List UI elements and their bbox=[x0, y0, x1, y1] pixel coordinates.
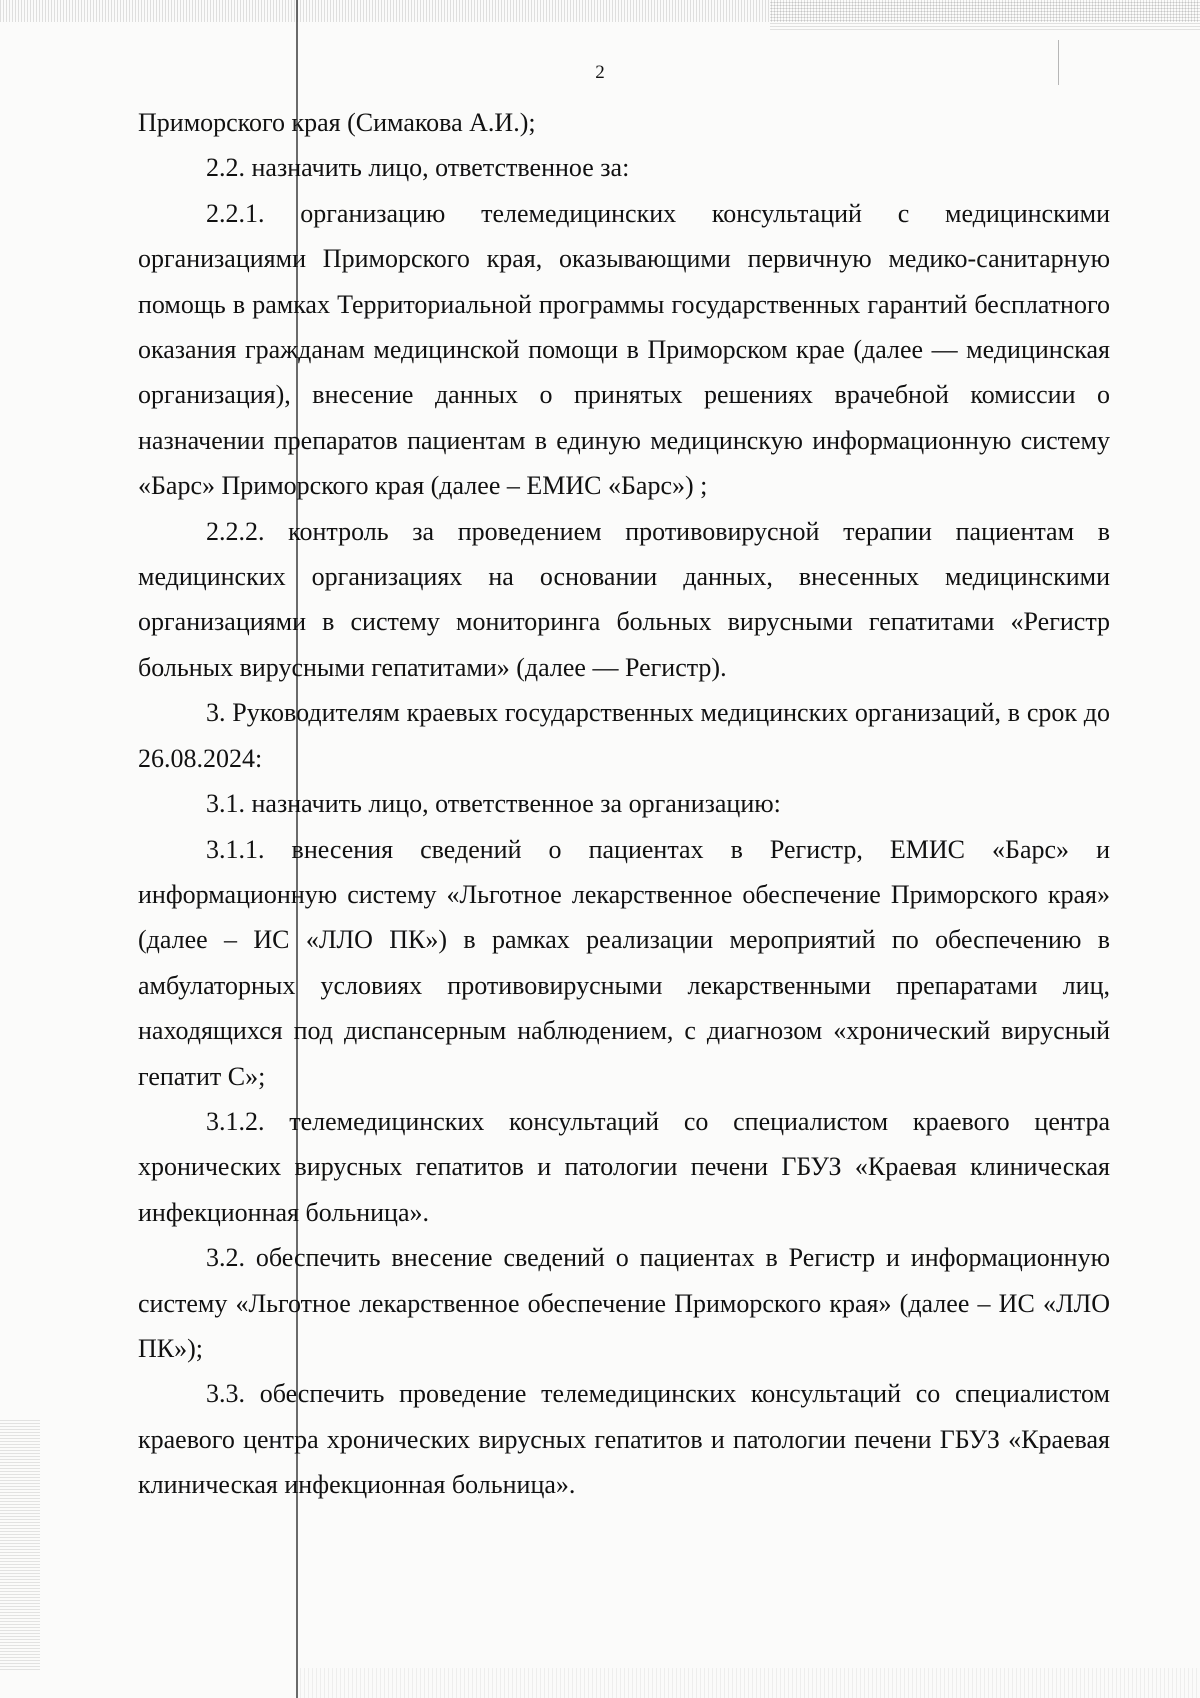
paragraph-3-3: 3.3. обеспечить проведение телемедицинских консультаций со специалистом краевого центра хронических вирусных гепатитов и патологии печени ГБУЗ «Краевая клиническая инфекционная больница». bbox=[138, 1379, 1110, 1500]
paragraph-3-1: 3.1. назначить лицо, ответственное за организацию: bbox=[206, 789, 781, 819]
scan-noise-bottom bbox=[300, 1668, 1200, 1698]
paragraph-3-1-2: 3.1.2. телемедицинских консультаций со специалистом краевого центра хронических вирусных гепатитов и патологии печени ГБУЗ «Краевая клиническая инфекционная больница». bbox=[138, 1106, 1110, 1227]
document-body bbox=[138, 100, 1110, 1508]
paragraph-continuation: Приморского края (Симакова А.И.); bbox=[138, 108, 536, 137]
paragraph-2-2-1: 2.2.1. организацию телемедицинских консультаций с медицинскими организациями Приморского края, оказывающими первичную медико-санитарную помощь в рамках Территориальной программы государственных гарантий бесплатного оказания гражданам медицинской помощи в Приморском крае (далее — медицинская организация), внесение данных о принятых решениях врачебной комиссии о назначении препаратов пациентам в единую медицинскую информационную систему «Барс» Приморского края (далее – ЕМИС «Барс») ; bbox=[138, 198, 1110, 501]
paragraph-3-2: 3.2. обеспечить внесение сведений о пациентах в Регистр и информационную систему «Льготное лекарственное обеспечение Приморского края» (далее – ИС «ЛЛО ПК»); bbox=[138, 1243, 1110, 1363]
paragraph-2-2: 2.2. назначить лицо, ответственное за: bbox=[206, 153, 630, 183]
page-number: 2 bbox=[595, 62, 605, 83]
paragraph-3-1-1: 3.1.1. внесения сведений о пациентах в Регистр, ЕМИС «Барс» и информационную систему «Льготное лекарственное обеспечение Приморского края» (далее – ИС «ЛЛО ПК») в рамках реализации мероприятий по обеспечению в амбулаторных условиях противовирусными лекарственными препаратами лиц, находящихся под диспансерным наблюдением, с диагнозом «хронический вирусный гепатит С»; bbox=[138, 834, 1110, 1091]
paragraph-2-2-2: 2.2.2. контроль за проведением противовирусной терапии пациентам в медицинских организациях на основании данных, внесенных медицинскими организациями в систему мониторинга больных вирусными гепатитами «Регистр больных вирусными гепатитами» (далее — Регистр). bbox=[138, 516, 1110, 682]
scan-noise-left bbox=[0, 1420, 40, 1670]
paragraph-3: 3. Руководителям краевых государственных медицинских организаций, в срок до 26.08.2024: bbox=[138, 698, 1110, 773]
scan-noise-top-right bbox=[770, 0, 1200, 30]
